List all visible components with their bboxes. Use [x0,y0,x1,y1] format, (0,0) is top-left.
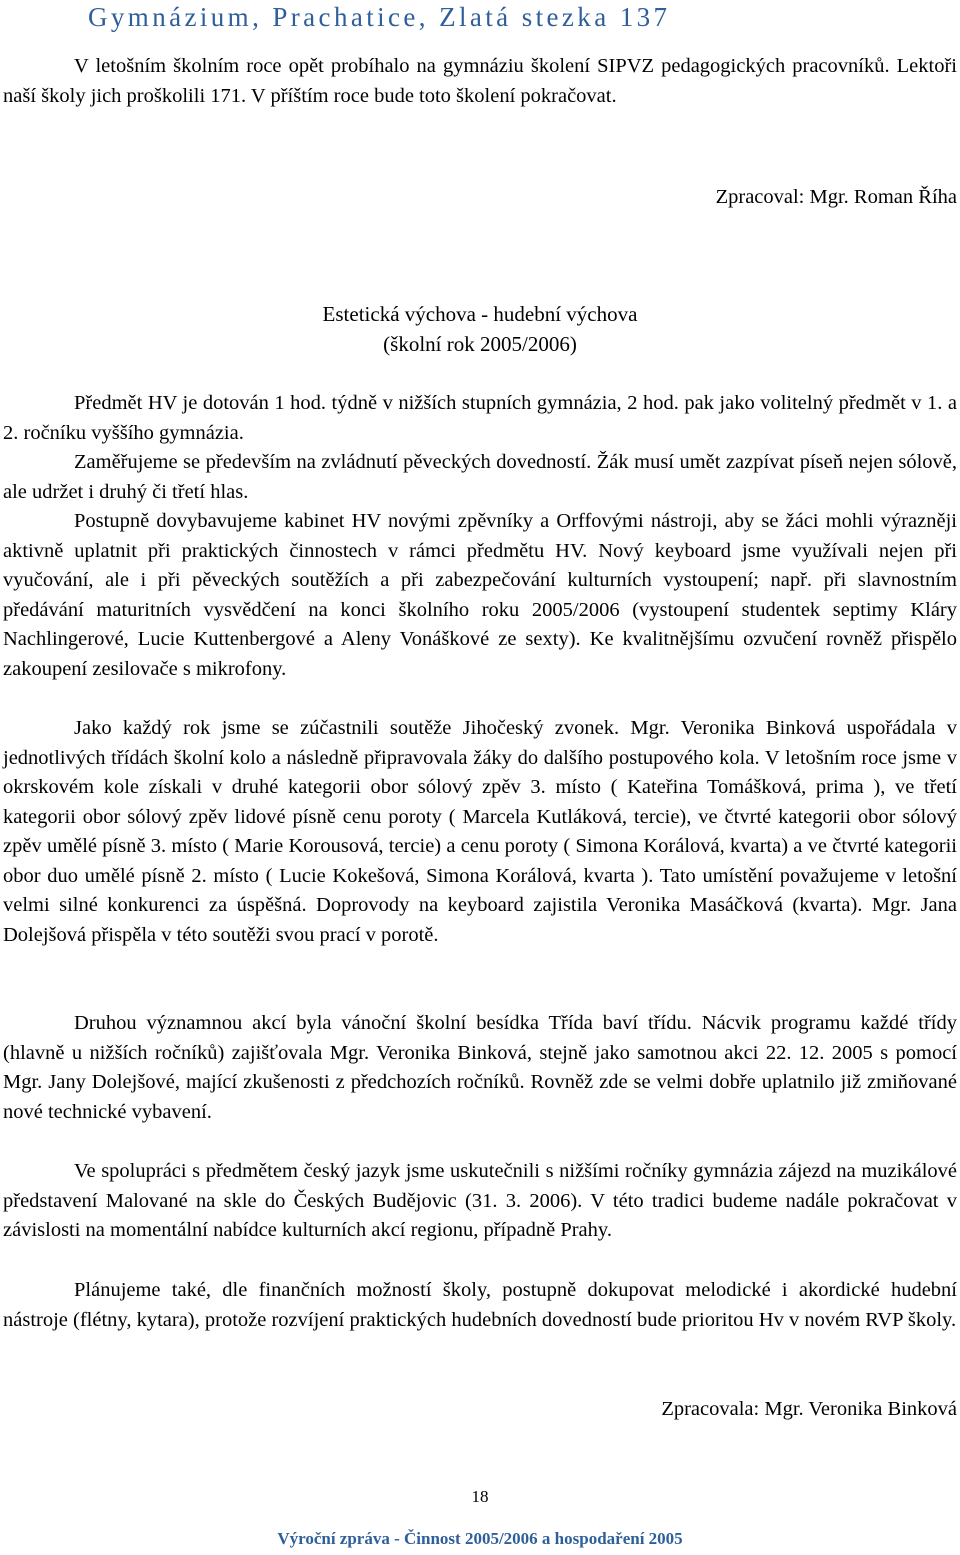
section-subtitle: (školní rok 2005/2006) [383,332,577,356]
paragraph-zajezd: Ve spolupráci s předmětem český jazyk jsme uskutečnili s nižšími ročníky gymnázia zájezd na muzikálové představení Malované na skle do Českých Budějovic (31. 3. 2006). V této tradici budeme nadále pokračovat v závislosti na momentální nabídce kulturních akcí regionu, případně Prahy. [3,1160,957,1241]
page-number: 18 [471,1487,489,1506]
paragraph-jihocesky-zvonek: Jako každý rok jsme se zúčastnili soutěže Jihočeský zvonek. Mgr. Veronika Binková uspořádala v jednotlivých třídách školní kolo a následně připravovala žáky do dalšího postupového kola. V letošním roce jsme v okrskovém kole získali v druhé kategorii obor sólový zpěv 3. místo ( Kateřina Tomášková, prima ), ve třetí kategorii obor sólový zpěv lidové písně cenu poroty ( Marcela Kutláková, tercie), ve čtvrté kategorii obor sólový zpěv umělé písně 3. místo ( Marie Korousová, tercie) a cenu poroty ( Simona Korálová, kvarta) a ve čtvrté kategorii obor duo umělé písně 2. místo ( Lucie Kokešová, Simona Korálová, kvarta ). Tato umístění považujeme v letošní velmi silné konkurenci za úspěšná. Doprovody na keyboard zajistila Veronika Masáčková (kvarta). Mgr. Jana Dolejšová přispěla v této soutěži svou prací v porotě. [3,717,957,946]
signature-binkova: Zpracovala: Mgr. Veronika Binková [661,1398,957,1420]
signature-riha: Zpracoval: Mgr. Roman Říha [715,186,957,208]
intro-paragraph: V letošním školním roce opět probíhalo na gymnáziu školení SIPVZ pedagogických pracovníků. Lektoři naší školy jich proškolili 171. V příštím roce bude toto školení pokračovat. [3,55,957,107]
page-header: Gymnázium, Prachatice, Zlatá stezka 137 [88,2,671,32]
paragraph-besidka: Druhou významnou akcí byla vánoční školní besídka Třída baví třídu. Nácvik programu každé třídy (hlavně u nižších ročníků) zajišťovala Mgr. Veronika Binková, stejně jako samotnou akci 22. 12. 2005 s pomocí Mgr. Jany Dolejšové, mající zkušenosti z předchozích ročníků. Rovněž zde se velmi dobře uplatnilo již zmiňované nové technické vybavení. [3,1012,957,1123]
paragraph-vybaveni: Postupně dovybavujeme kabinet HV novými zpěvníky a Orffovými nástroji, aby se žáci mohli výrazněji aktivně uplatnit při praktických činnostech v rámci předmětu HV. Nový keyboard jsme využívali nejen při vyučování, ale i při pěveckých soutěžích a při zabezpečování kulturních vystoupení; např. při slavnostním předávání maturitních vysvědčení na konci školního roku 2005/2006 (vystoupení studentek septimy Kláry Nachlingerové, Lucie Kuttenbergové a Aleny Vonáškové ze sexty). Ke kvalitnějšímu ozvučení rovněž přispělo zakoupení zesilovače s mikrofony. [3,510,957,680]
paragraph-dotace: Předmět HV je dotován 1 hod. týdně v nižších stupních gymnázia, 2 hod. pak jako volitelný předmět v 1. a 2. ročníku vyššího gymnázia. [3,392,957,444]
section-title: Estetická výchova - hudební výchova [322,302,638,326]
paragraph-zamereni: Zaměřujeme se především na zvládnutí pěveckých dovedností. Žák musí umět zazpívat píseň nejen sólově, ale udržet i druhý či třetí hlas. [3,451,957,503]
paragraph-planovani: Plánujeme také, dle finančních možností školy, postupně dokupovat melodické i akordické hudební nástroje (flétny, kytara), protože rozvíjení praktických hudebních dovedností bude prioritou Hv v novém RVP školy. [3,1279,957,1331]
page-footer: Výroční zpráva - Činnost 2005/2006 a hospodaření 2005 [277,1529,683,1548]
